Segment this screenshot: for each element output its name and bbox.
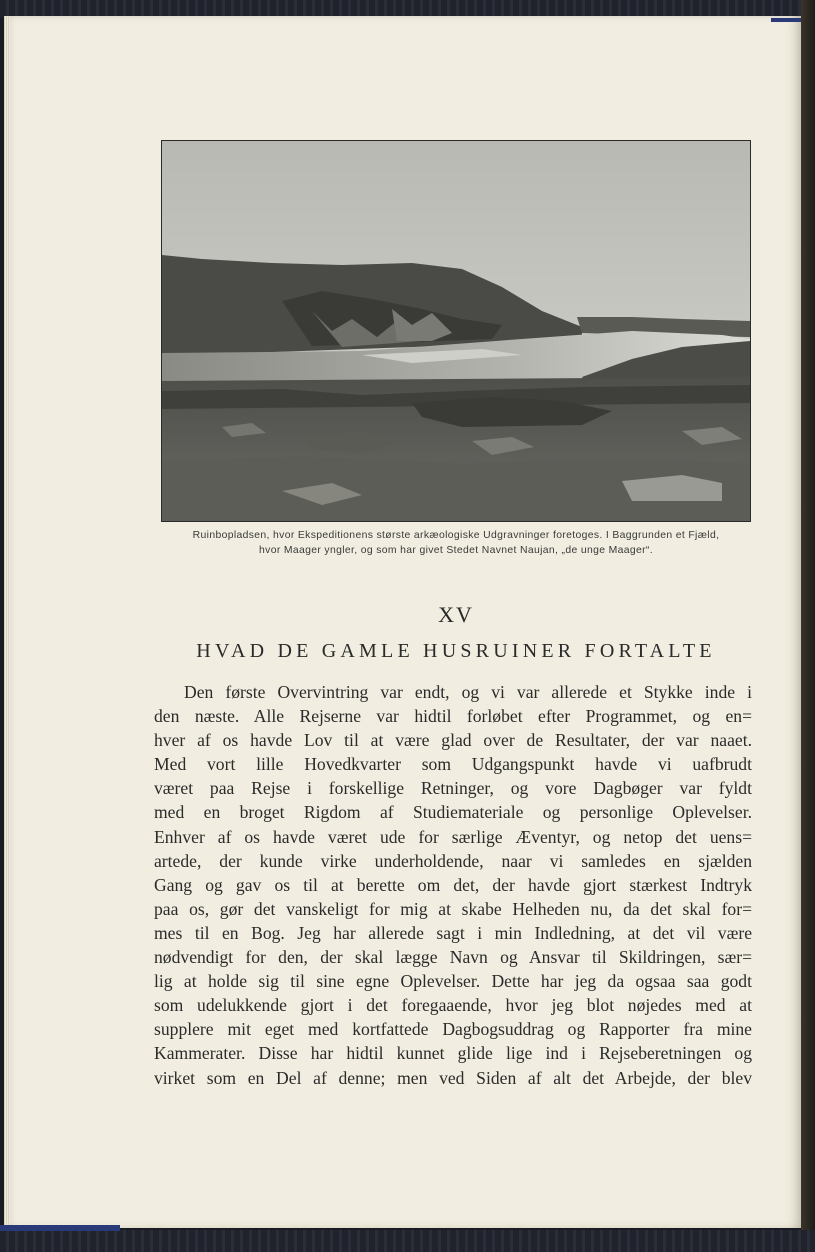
photo-illustration <box>162 141 750 521</box>
cover-edge-bottom <box>0 1225 120 1231</box>
text-line: nødvendigt for den, der skal lægge Navn og Ansvar til Skildringen, sær= <box>154 947 752 968</box>
text-line: hver af os havde Lov til at være glad over de Resultater, der var naaet. <box>154 730 752 751</box>
text-line: Enhver af os havde været ude for særlige Æventyr, og netop det uens= <box>154 826 752 847</box>
text-line: Gang og gav os til at berette om det, der havde gjort stærkest Indtryk <box>154 874 752 895</box>
text-line: Den første Overvintring var endt, og vi var allerede et Stykke inde i <box>184 682 752 702</box>
body-paragraph <box>154 680 752 1090</box>
text-line: virket som en Del af denne; men ved Siden af alt det Arbejde, der blev <box>154 1067 752 1088</box>
page-edges <box>4 16 10 1228</box>
caption-line: Ruinbopladsen, hvor Ekspeditionens største arkæologiske Udgravninger foretoges. I Baggrunden et Fjæld, <box>192 530 720 541</box>
text-line: som udelukkende gjort i det foregaaende, hvor jeg blot nøjedes med at <box>154 995 752 1016</box>
book-spine <box>801 0 815 1252</box>
chapter-title: HVAD DE GAMLE HUSRUINER FORTALTE <box>196 640 716 662</box>
text-line: artede, der kunde virke underholdende, naar vi samledes en sjælden <box>154 850 752 871</box>
text-line: Med vort lille Hovedkvarter som Udgangspunkt havde vi uafbrudt <box>154 754 752 775</box>
text-line: paa os, gør det vanskeligt for mig at skabe Helheden nu, da det skal for= <box>154 898 752 919</box>
landscape-photograph <box>161 140 751 522</box>
text-line: Kammerater. Disse har hidtil kunnet glide lige ind i Rejseberetningen og <box>154 1043 752 1064</box>
text-line: lig at holde sig til sine egne Oplevelser. Dette har jeg da ogsaa saa godt <box>154 971 752 992</box>
text-line: med en broget Rigdom af Studiemateriale og personlige Oplevelser. <box>154 802 752 823</box>
cover-edge <box>771 18 801 22</box>
text-line: supplere mit eget med kortfattede Dagbogsuddrag og Rapporter fra mine <box>154 1019 752 1040</box>
figure-caption <box>150 528 762 558</box>
scan-border-bottom <box>0 1230 815 1252</box>
text-line: været paa Rejse i forskellige Retninger, og vore Dagbøger var fyldt <box>154 778 752 799</box>
chapter-number: XV <box>438 602 474 627</box>
caption-line: hvor Maager yngler, og som har givet Stedet Navnet Naujan, „de unge Maager“. <box>259 545 653 556</box>
text-line: mes til en Bog. Jeg har allerede sagt i min Indledning, at det vil være <box>154 922 752 943</box>
text-line: den næste. Alle Rejserne var hidtil forløbet efter Programmet, og en= <box>154 706 752 727</box>
